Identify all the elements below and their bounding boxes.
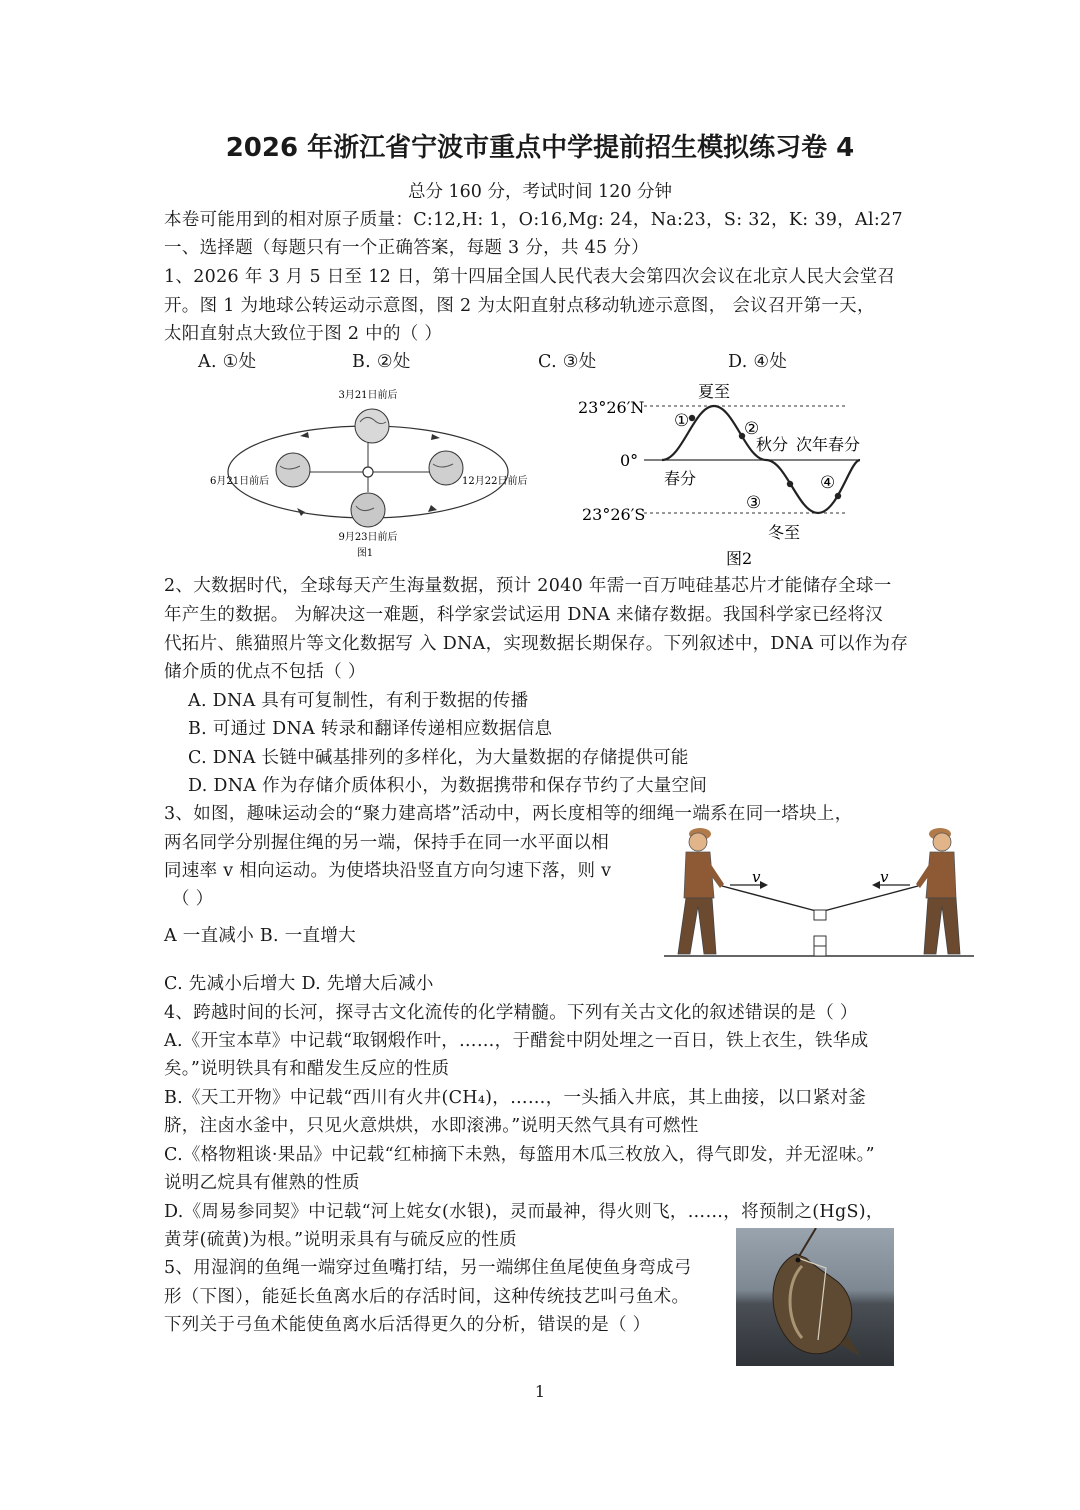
figure-1-earth-orbit: [200, 380, 550, 565]
q2-line: 储介质的优点不包括（ ）: [164, 662, 366, 682]
q4-line: 脐，注卤水釜中，只见火意烘烘，水即滚沸。”说明天然气具有可燃性: [164, 1116, 699, 1136]
fig1-label-bottom: 9月23日前后: [338, 532, 398, 543]
q4-option-b: B.《天工开物》中记载“西川有火井(CH₄)，……，一头插入井底，其上曲接，以口紧对釜: [164, 1088, 867, 1108]
fig2-label-summer: 夏至: [698, 382, 731, 401]
velocity-label-left: v: [752, 868, 761, 886]
fig1-caption: 图1: [356, 548, 374, 559]
person-right-icon: [916, 828, 960, 954]
q4-line: 4、跨越时间的长河，探寻古文化流传的化学精髓。下列有关古文化的叙述错误的是（ ）: [164, 1003, 858, 1023]
q5-line: 5、用湿润的鱼绳一端穿过鱼嘴打结，另一端绑住鱼尾使鱼身弯成弓: [164, 1258, 692, 1278]
figure-2-direct-sun-track: [570, 378, 900, 573]
fig2-label-autumn: 秋分: [756, 435, 789, 454]
q4-option-a: A.《开宝本草》中记载“取钢煅作叶，……，于醋瓮中阴处埋之一百日，铁上衣生，铁华成: [164, 1031, 869, 1051]
q5-line: 形（下图），能延长鱼离水后的存活时间，这种传统技艺叫弓鱼术。: [164, 1287, 690, 1307]
q3-line: 同速率 v 相向运动。为使塔块沿竖直方向匀速下落，则 v: [164, 861, 612, 881]
q3-line: （ ）: [172, 889, 214, 909]
person-left-icon: [678, 828, 724, 954]
fig2-label-south: 23°26′S: [582, 505, 646, 524]
q4-option-c: C.《格物粗谈·果品》中记载“红柿摘下未熟，每篮用木瓜三枚放入，得气即发，并无涩味。”: [164, 1145, 875, 1165]
q3-line: 两名同学分别握住绳的另一端，保持手在同一水平面以相: [164, 833, 609, 853]
fig2-label-winter: 冬至: [768, 523, 801, 542]
fig2-label-spring: 春分: [664, 469, 697, 488]
q1-option-d: D. ④处: [728, 352, 788, 372]
sun-icon: [359, 463, 377, 481]
fig2-label-next-spring: 次年春分: [796, 435, 861, 454]
q3-options-cd: C. 先减小后增大 D. 先增大后减小: [164, 974, 434, 994]
fish-photo: [736, 1228, 894, 1366]
page-number: 1: [534, 1382, 546, 1401]
q1-line: 开。图 1 为地球公转运动示意图，图 2 为太阳直射点移动轨迹示意图， 会议召开第一天，: [164, 296, 875, 316]
fig1-label-right: 12月22日前后: [462, 476, 528, 487]
exam-subtitle: 总分 160 分，考试时间 120 分钟: [407, 182, 673, 202]
q4-line: 黄芽(硫黄)为根。”说明汞具有与硫反应的性质: [164, 1230, 517, 1250]
q3-options-ab: A 一直减小 B. 一直增大: [164, 926, 356, 946]
q1-line: 1、2026 年 3 月 5 日至 12 日，第十四届全国人民代表大会第四次会议在北京人民大会堂召: [164, 267, 896, 287]
q1-line: 太阳直射点大致位于图 2 中的（ ）: [164, 324, 443, 344]
q1-option-c: C. ③处: [538, 352, 597, 372]
fig2-label-north: 23°26′N: [578, 398, 645, 417]
q4-line: 矣。”说明铁具有和醋发生反应的性质: [164, 1059, 450, 1079]
fig2-label-equator: 0°: [620, 451, 639, 470]
section-heading: 一、选择题（每题只有一个正确答案，每题 3 分，共 45 分）: [164, 238, 649, 258]
fig2-caption: 图2: [726, 549, 753, 568]
fig1-label-top: 3月21日前后: [338, 390, 398, 401]
fig2-marker-4: ④: [820, 473, 836, 493]
q3-line: 3、如图，趣味运动会的“聚力建高塔”活动中，两长度相等的细绳一端系在同一塔块上，: [164, 804, 853, 824]
q2-option-d: D. DNA 作为存储介质体积小，为数据携带和保存节约了大量空间: [188, 776, 708, 796]
q2-option-b: B. 可通过 DNA 转录和翻译传递相应数据信息: [188, 719, 553, 739]
q2-line: 年产生的数据。 为解决这一难题，科学家尝试运用 DNA 来储存数据。我国科学家已经将汉: [164, 605, 884, 625]
velocity-label-right: v: [880, 868, 889, 886]
q4-option-d: D.《周易参同契》中记载“河上姹女(水银)，灵而最神，得火则飞，……，将预制之(HgS)，: [164, 1202, 884, 1222]
fig1-label-left: 6月21日前后: [210, 476, 270, 487]
fig2-marker-3: ③: [746, 493, 762, 513]
tower-block-icon: [814, 910, 826, 956]
figure-3-tower-rope: [664, 822, 980, 962]
q5-line: 下列关于弓鱼术能使鱼离水后活得更久的分析，错误的是（ ）: [164, 1315, 651, 1335]
q2-option-a: A. DNA 具有可复制性，有利于数据的传播: [188, 691, 529, 711]
fig2-marker-2: ②: [744, 419, 760, 439]
q2-line: 代拓片、熊猫照片等文化数据写 入 DNA，实现数据长期保存。下列叙述中，DNA 可以作为存: [164, 634, 909, 654]
atomic-mass-line: 本卷可能用到的相对原子质量：C:12,H: 1，O:16,Mg: 24，Na:23，S: 32，K: 39，Al:27: [164, 210, 903, 230]
q2-line: 2、大数据时代，全球每天产生海量数据，预计 2040 年需一百万吨硅基芯片才能储存全球一: [164, 576, 892, 596]
q4-line: 说明乙烷具有催熟的性质: [164, 1173, 360, 1193]
q1-option-a: A. ①处: [198, 352, 257, 372]
q2-option-c: C. DNA 长链中碱基排列的多样化，为大量数据的存储提供可能: [188, 748, 689, 768]
q1-option-b: B. ②处: [352, 352, 411, 372]
page-title: 2026 年浙江省宁波市重点中学提前招生模拟练习卷 4: [225, 133, 855, 163]
fig2-marker-1: ①: [674, 411, 690, 431]
